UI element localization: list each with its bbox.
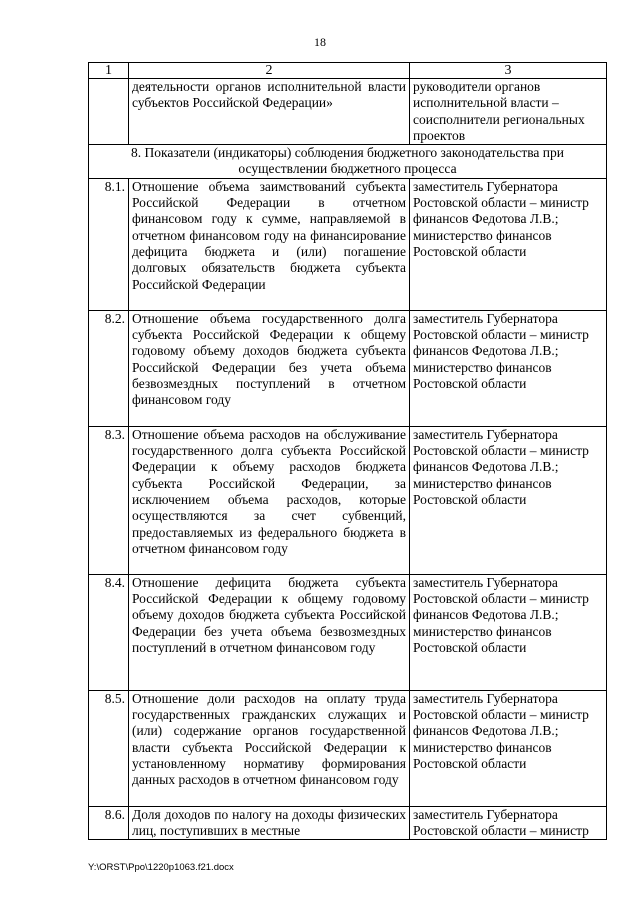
row-responsible: заместитель Губернатора Ростовской области – министр финансов Федотова Л.В.; министерство финансов Ростовской области — [410, 310, 607, 426]
table-row — [89, 690, 607, 806]
row-description: Доля доходов по налогу на доходы физических лиц, поступивших в местные — [129, 806, 410, 840]
table-row — [89, 310, 607, 426]
row-description: Отношение дефицита бюджета субъекта Российской Федерации к общему годовому объему доходов бюджета субъекта Российской Федерации без учета объема безвозмездных поступлений в отчетном финансовом году — [129, 574, 410, 690]
file-path-footer: Y:\ORST\Ppo\1220p1063.f21.docx — [88, 862, 234, 873]
row-number: 8.2. — [89, 310, 129, 426]
row-responsible: заместитель Губернатора Ростовской области – министр финансов Федотова Л.В.; министерство финансов Ростовской области — [410, 690, 607, 806]
table-row — [89, 806, 607, 840]
table-row — [89, 574, 607, 690]
row-description: Отношение доли расходов на оплату труда государственных гражданских служащих и (или) содержание органов государственной власти субъекта Российской Федерации к установленному нормативу формирования данных расходов в отчетном финансовом году — [129, 690, 410, 806]
row-number: 8.1. — [89, 178, 129, 310]
page-number: 18 — [314, 35, 326, 49]
continuation-description: деятельности органов исполнительной власти субъектов Российской Федерации» — [129, 79, 410, 145]
column-header-1: 1 — [89, 63, 129, 79]
row-responsible: заместитель Губернатора Ростовской области – министр финансов Федотова Л.В.; министерство финансов Ростовской области — [410, 426, 607, 574]
row-responsible: заместитель Губернатора Ростовской области – министр — [410, 806, 607, 840]
section-title: 8. Показатели (индикаторы) соблюдения бюджетного законодательства при осуществлении бюджетного процесса — [89, 145, 607, 179]
row-number: 8.4. — [89, 574, 129, 690]
section-row — [89, 145, 607, 179]
row-description: Отношение объема расходов на обслуживание государственного долга субъекта Российской Федерации к объему расходов бюджета субъекта Российской Федерации, за исключением объема расходов, которые осуществляются за счет субвенций, предоставляемых из федерального бюджета в отчетном финансовом году — [129, 426, 410, 574]
table-header-row — [89, 63, 607, 79]
table-row — [89, 178, 607, 310]
row-number: 8.5. — [89, 690, 129, 806]
row-description: Отношение объема государственного долга субъекта Российской Федерации к общему годовому объему доходов бюджета субъекта Российской Федерации без учета объема безвозмездных поступлений в отчетном финансовом году — [129, 310, 410, 426]
column-header-3: 3 — [410, 63, 607, 79]
row-description: Отношение объема заимствований субъекта Российской Федерации в отчетном финансовом году к сумме, направляемой в отчетном финансовом году на финансирование дефицита бюджета и (или) погашение долговых обязательств бюджета субъекта Российской Федерации — [129, 178, 410, 310]
row-number: 8.6. — [89, 806, 129, 840]
table-row — [89, 426, 607, 574]
indicators-table — [88, 62, 607, 840]
continuation-responsible: руководители органов исполнительной власти – соисполнители региональных проектов — [410, 79, 607, 145]
row-responsible: заместитель Губернатора Ростовской области – министр финансов Федотова Л.В.; министерство финансов Ростовской области — [410, 574, 607, 690]
row-number: 8.3. — [89, 426, 129, 574]
row-responsible: заместитель Губернатора Ростовской области – министр финансов Федотова Л.В.; министерство финансов Ростовской области — [410, 178, 607, 310]
continuation-row — [89, 79, 607, 145]
column-header-2: 2 — [129, 63, 410, 79]
continuation-number-cell — [89, 79, 129, 145]
